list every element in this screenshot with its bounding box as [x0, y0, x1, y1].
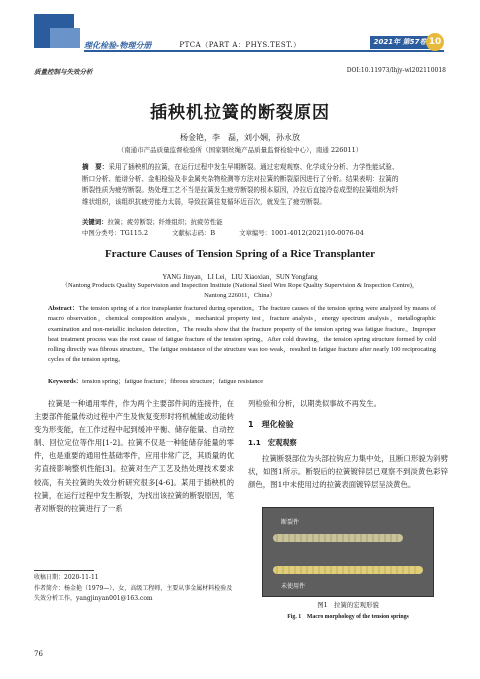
volume-label: 2021年 第57卷 [370, 36, 430, 49]
title-en: Fracture Causes of Tension Spring of a Rice Transplanter [104, 248, 376, 260]
figure-caption-cn: 图1 拉簧的宏观形貌 [317, 601, 379, 609]
keywords-en-text: tension spring；fatigue fracture；fibrous structure；fatigue resistance [82, 378, 264, 385]
authors-en: YANG Jinyan，LI Lei，LIU Xiaoxian，SUN Yongfang [162, 274, 318, 281]
label-fractured: 断裂件 [281, 519, 300, 526]
keywords-cn-text: 拉簧；疲劳断裂；纤维组织；抗疲劳性能 [107, 218, 223, 226]
keywords-cn [82, 217, 402, 226]
keywords-en-label: Keywords： [48, 378, 83, 385]
doi: DOI:10.11973/lhjy-wl202110018 [346, 67, 446, 74]
body-right-continuation: 列检验和分析，以期类似事故不再发生。 [248, 399, 382, 408]
abstract-en [48, 304, 436, 366]
figure-1-photo [262, 507, 434, 597]
section-heading-1-1: 1.1 宏观观察 [248, 438, 297, 447]
received-date: 收稿日期：2020-11-11 [34, 574, 99, 581]
footnote-rule [34, 570, 94, 571]
authors-cn: 杨金艳，李 磊，刘小娴，孙永放 [180, 133, 300, 142]
body-left-column [34, 397, 234, 515]
issue-badge: 10 [426, 33, 444, 51]
figure-caption-en: Fig. 1 Macro morphology of the tension springs [287, 614, 409, 620]
affiliation-cn: （南通市产品质量监督检验所（国家钢丝绳产品质量监督检验中心），南通 226011） [117, 146, 363, 154]
abstract-en-label: Abstract： [48, 305, 79, 312]
journal-logo-text: 理化检验-物理分册 [84, 41, 152, 50]
intro-paragraph: 拉簧是一种通用零件，作为两个主要部件间的连接件，在主要部件能量传动过程中产生及恢复变形时将机械能或动能转变为形变能，在工作过程中起到缓冲平衡、储存能量、自动控制、回位定位等作用[1-2]。拉簧不仅是一种能储存能量的零件，也是重要的通用性基础零件，应用非常广泛，其质量的优劣直接影响整机性能[3]。拉簧对生产工艺及热处理技术要求较高，有关拉簧的失效分析研究很多[4-6]。某用于插秧机的拉簧，在运行过程中发生断裂，为找出该拉簧的断裂原因，笔者对断裂的拉簧进行了一系 [34, 399, 234, 513]
document-code: 文献标志码：B [172, 229, 216, 237]
header-rule [84, 50, 444, 52]
label-unused: 未使用件 [281, 583, 306, 590]
keywords-cn-label: 关键词： [82, 218, 108, 226]
body-right-column [248, 452, 448, 491]
section-tag [34, 67, 93, 76]
abstract-cn [82, 162, 402, 208]
author-bio: 作者简介：杨金艳（1979—），女，高级工程师，主要从事金属材料检验及失效分析工作，yangjinyan001@163.com [34, 584, 233, 602]
journal-name: PTCA（PART A：PHYS.TEST.） [179, 41, 301, 49]
page-number: 76 [34, 650, 43, 658]
affiliation-en: （Nantong Products Quality Supervision and Inspection Institute (National Steel Wire Rope Quality Supervision & Inspection Centre)，Nantong 226011，China） [61, 282, 419, 299]
abstract-en-text: The tension spring of a rice transplanter fractured during operation。The fracture causes of the tension spring were analyzed by means of macro observation，chemical composition analysis，mechanical property test，fracture analysis，energy spectrum analysis，metallographic examination and non-metallic inclusion detection。The results show that the fracture property of the tension spring was fatigue fracture。Improper heat treatment process was the root cause of fatigue fracture of the tension spring。After cold drawing，the tension spring structure formed by cold rolling directly was fibrous structure。The fatigue resistance of the structure was too weak，resulted in fatigue fracture after nearly 100 reciprocating cycles of the tension spring。 [48, 305, 436, 364]
section-label: 质量控制与失效分析 [34, 68, 93, 76]
keywords-en [48, 376, 436, 385]
unused-spring [273, 566, 423, 574]
spring-photo-illustration [263, 508, 433, 596]
abstract-cn-label: 摘 要： [82, 163, 109, 171]
abstract-cn-text: 采用了插秧机的拉簧，在运行过程中发生早期断裂。通过宏观观察、化学成分分析、力学性能试验、断口分析、能谱分析、金相检验及非金属夹杂物检测等方法对拉簧的断裂原因进行了分析。结果表明：拉簧的断裂性质为疲劳断裂。热处理工艺不当是拉簧发生疲劳断裂的根本原因，冷拉后直接冷卷成型的拉簧组织为纤维状组织，该组织抗疲劳能力太弱，导致拉簧往复循环近百次，就发生了疲劳断裂。 [82, 163, 399, 206]
classification-line [82, 228, 402, 237]
macro-paragraph: 拉簧断裂部位为头部拉钩应力集中处，且断口形貌为斜劈状，如图1所示。断裂后的拉簧镀锌层已观察不到淡黄色彩锌颜色，图1中未使用过的拉簧表面镀锌层呈淡黄色。 [248, 454, 448, 490]
fractured-spring [273, 534, 403, 542]
section-heading-1: 1 理化检验 [248, 420, 294, 429]
article-number: 文章编号：1001-4012(2021)10-0076-04 [239, 229, 364, 237]
title-cn: 插秧机拉簧的断裂原因 [150, 103, 330, 123]
footnote [34, 573, 234, 605]
clc-number: 中图分类号：TG115.2 [82, 229, 149, 237]
